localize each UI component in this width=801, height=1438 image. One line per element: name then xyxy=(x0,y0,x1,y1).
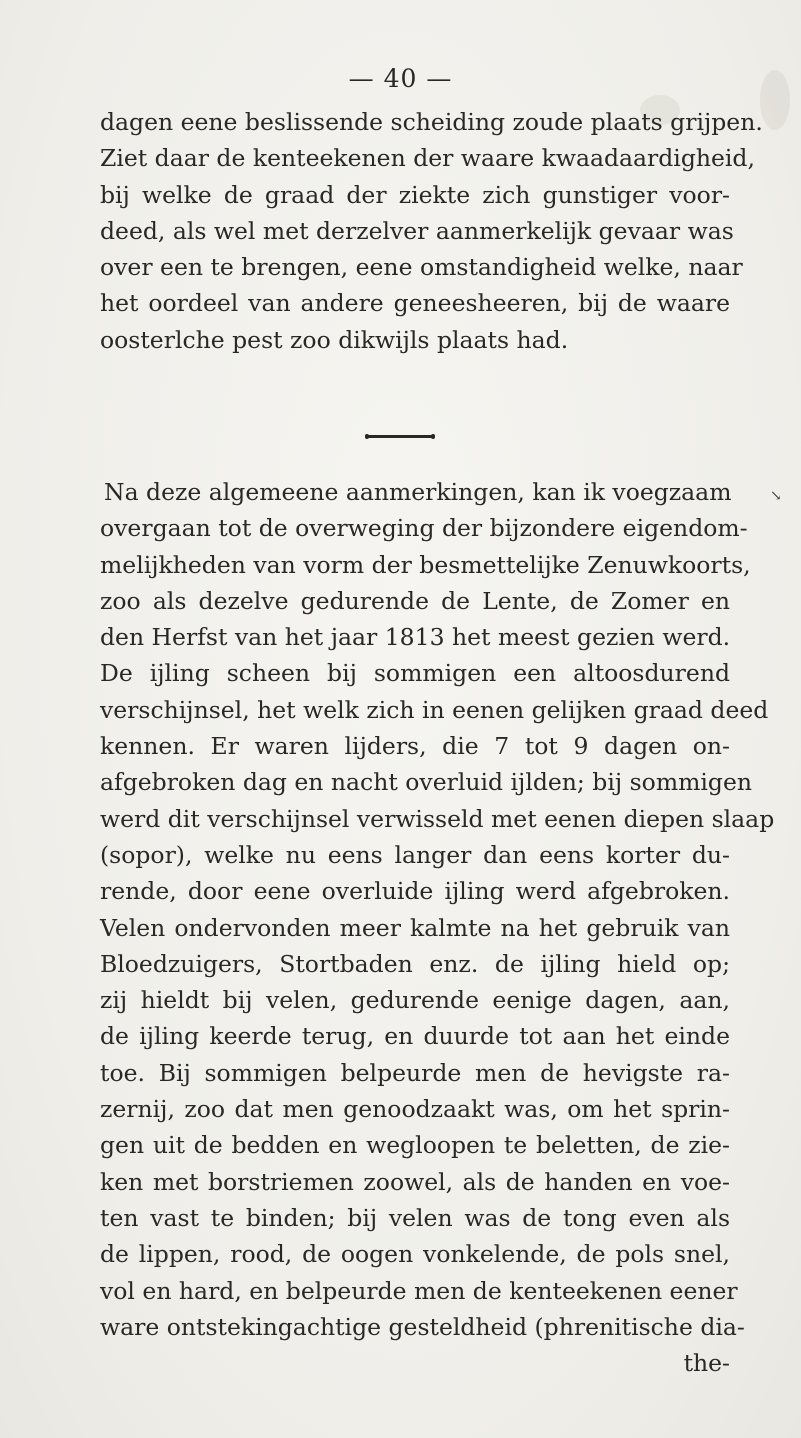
text-line: ware ontstekingachtige gesteldheid (phrenitische dia- xyxy=(100,1312,745,1341)
text-line: de lippen, rood, de oogen vonkelende, de pols snel, xyxy=(100,1240,730,1269)
text-line: deed, als wel met derzelver aanmerkelijk gevaar was xyxy=(100,216,734,245)
paragraph-2 xyxy=(100,474,775,1381)
section-divider xyxy=(367,435,433,438)
text-line: overgaan tot de overweging der bijzondere eigendom- xyxy=(100,514,748,543)
text-line: den Herfst van het jaar 1813 het meest gezien werd. xyxy=(100,623,731,652)
text-line: zij hieldt bij velen, gedurende eenige dagen, aan, xyxy=(100,986,730,1015)
text-line: (sopor), welke nu eens langer dan eens korter du- xyxy=(100,840,730,869)
text-line: ten vast te binden; bij velen was de tong even als xyxy=(100,1203,730,1232)
text-line: zoo als dezelve gedurende de Lente, de Zomer en xyxy=(100,586,730,615)
text-line: de ijling keerde terug, en duurde tot aan het einde xyxy=(100,1022,730,1051)
text-line: toe. Bij sommigen belpeurde men de hevigste ra- xyxy=(100,1058,730,1087)
text-line: rende, door eene overluide ijling werd afgebroken. xyxy=(100,877,730,906)
text-line: zernij, zoo dat men genoodzaakt was, om het sprin- xyxy=(100,1095,730,1124)
paragraph-1 xyxy=(100,104,763,358)
text-line: Velen ondervonden meer kalmte na het gebruik van xyxy=(100,913,730,942)
text-line: verschijnsel, het welk zich in eenen gelijken graad deed xyxy=(100,695,769,724)
text-line: over een te brengen, eene omstandigheid welke, naar xyxy=(100,253,743,282)
text-line: melijkheden van vorm der besmettelijke Zenuwkoorts, xyxy=(100,550,751,579)
text-line: kennen. Er waren lijders, die 7 tot 9 dagen on- xyxy=(100,732,730,761)
text-line: bij welke de graad der ziekte zich gunstiger voor- xyxy=(100,180,730,209)
margin-mark: ↘ xyxy=(770,488,782,504)
text-line: ken met borstriemen zoowel, als de handen en voe- xyxy=(100,1167,730,1196)
text-line: vol en hard, en belpeurde men de kenteekenen eener xyxy=(100,1276,738,1305)
text-line: afgebroken dag en nacht overluid ijlden; bij sommigen xyxy=(100,768,752,797)
text-line: Ziet daar de kenteekenen der waare kwaadaardigheid, xyxy=(100,144,755,173)
catchword: the- xyxy=(683,1349,730,1378)
text-line: Bloedzuigers, Stortbaden enz. de ijling hield op; xyxy=(100,949,730,978)
text-line: Na deze algemeene aanmerkingen, kan ik voegzaam xyxy=(104,478,732,506)
page-number: — 40 — xyxy=(348,64,453,93)
text-line: het oordeel van andere geneesheeren, bij de waare xyxy=(100,289,730,318)
text-line: dagen eene beslissende scheiding zoude plaats grijpen. xyxy=(100,108,763,136)
text-line: werd dit verschijnsel verwisseld met eenen diepen slaap xyxy=(100,804,775,833)
text-line: gen uit de bedden en wegloopen te beletten, de zie- xyxy=(100,1131,730,1160)
text-line: De ijling scheen bij sommigen een altoosdurend xyxy=(100,659,730,688)
text-line: oosterlche pest zoo dikwijls plaats had. xyxy=(100,325,569,354)
